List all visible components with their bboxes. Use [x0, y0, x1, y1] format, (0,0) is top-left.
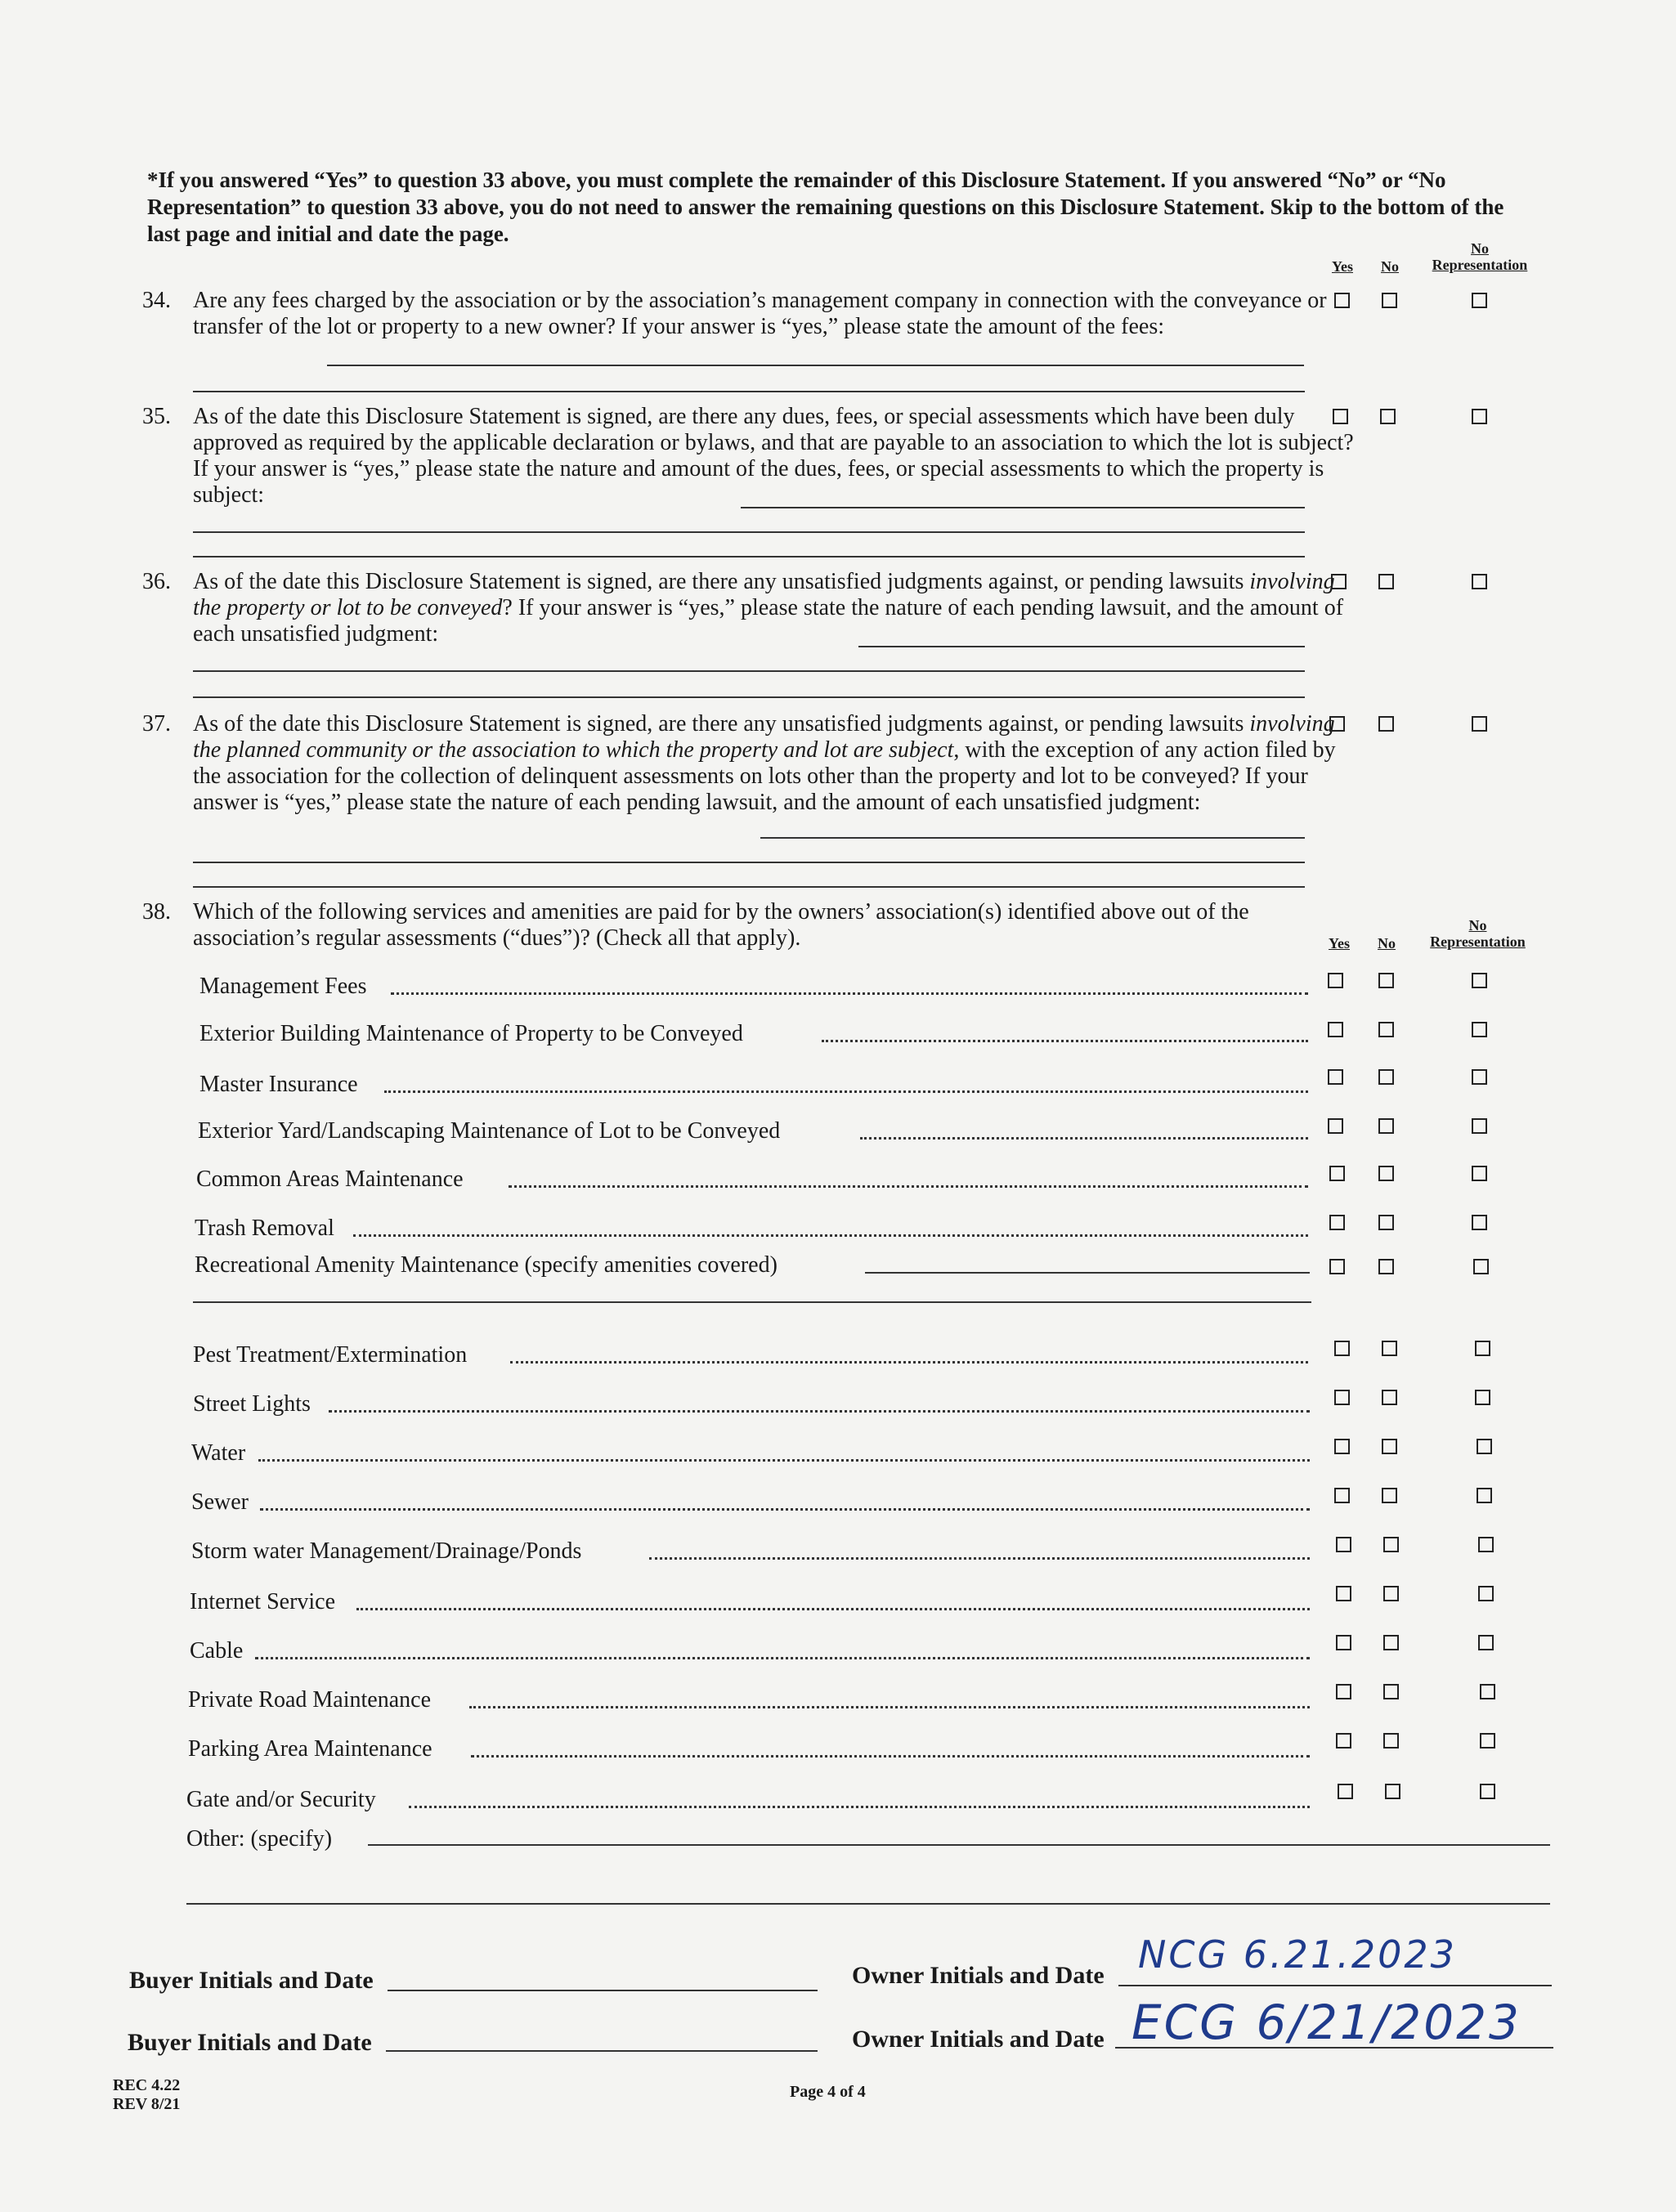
service-no-representation-checkbox[interactable]	[1472, 1022, 1487, 1037]
service-yes-checkbox[interactable]	[1336, 1635, 1351, 1650]
q34-yes-checkbox[interactable]	[1334, 293, 1350, 308]
buyer-initials-label-1: Buyer Initials and Date	[129, 1967, 374, 1994]
service-yes-checkbox[interactable]	[1336, 1684, 1351, 1699]
service-yes-checkbox[interactable]	[1334, 1439, 1350, 1454]
service-yes-checkbox[interactable]	[1328, 1022, 1343, 1037]
q34-no-checkbox[interactable]	[1382, 293, 1397, 308]
service-label: Gate and/or Security	[186, 1787, 376, 1812]
service-yes-checkbox[interactable]	[1329, 1215, 1345, 1230]
service-no-representation-checkbox[interactable]	[1475, 1390, 1490, 1405]
header-yes: Yes	[1332, 258, 1353, 275]
service-label: Management Fees	[199, 974, 367, 999]
service-leader	[649, 1557, 1310, 1560]
service-leader	[469, 1706, 1310, 1708]
service-leader	[822, 1040, 1308, 1042]
service-no-checkbox[interactable]	[1383, 1684, 1399, 1699]
service-leader	[258, 1459, 1310, 1462]
header-no: No	[1381, 258, 1399, 275]
service-label: Exterior Building Maintenance of Property to be Conveyed	[199, 1021, 743, 1046]
service-no-representation-checkbox[interactable]	[1472, 973, 1487, 988]
service-label: Trash Removal	[195, 1216, 334, 1241]
service-no-representation-checkbox[interactable]	[1478, 1635, 1494, 1650]
service-label: Exterior Yard/Landscaping Maintenance of Lot to be Conveyed	[198, 1118, 781, 1144]
form-code: REC 4.22 REV 8/21	[113, 2076, 181, 2113]
buyer-initials-line-2[interactable]	[386, 2050, 818, 2052]
service-label: Master Insurance	[199, 1072, 358, 1097]
q35-no-representation-checkbox[interactable]	[1472, 409, 1487, 424]
service-no-representation-checkbox[interactable]	[1478, 1586, 1494, 1601]
q35-answer-line-1[interactable]	[741, 507, 1305, 508]
amenities-specify-line-1[interactable]	[865, 1272, 1310, 1274]
service-leader	[409, 1806, 1310, 1808]
service-no-checkbox[interactable]	[1385, 1784, 1400, 1799]
disclosure-page-4: *If you answered “Yes” to question 33 above, you must complete the remainder of this Disclosure Statement. If you answered “No” or “No Representation” to question 33 above, you do not need to answer the remaining questions on this Disclosure Statement. Skip to the bottom of the last page and initial and date the page. Yes No No Representation 34. Are any fees charged by the association or by the association’s management company in connection with the conveyance or transfer of the lot or property to a new owner? If your answer is “yes,” please state the amount of the fees: 35. As of the date this Disclosure Statement is signed, are there any dues, fees, or special assessments which have been duly approved as required by the applicable declaration or bylaws, and that are payable to an association to which the lot is subject? If your answer is “yes,” please state the nature and amount of the dues, fees, or special assessments to which the property is subject: 36. As of the date this Disclosure Statement is signed, are there any unsatisfied judgments against, or pending lawsuits involving the property or lot to be conveyed? If your answer is “yes,” please state the nature of each pending lawsuit, and the amount of each unsatisfied judgment: 37. As of the date this Disclosure Statement is signed, are there any unsatisfied judgments against, or pending lawsuits involving the planned community or the association to which the property and lot are subject, with the exception of any action filed by the association for the collection of delinquent assessments on lots other than the property and lot to be conveyed? If your answer is “yes,” please state the nature of each pending lawsuit, and the amount of each unsatisfied judgment: 38. Which of the following services and amenities are paid for by the owners’ association(s) identified above out of the association’s regular assessments (“dues”)? (Check all that apply). Yes No No Representation Management Fees Exterior Building Maintenance of Property to be Conveyed Master Insurance Exterior Yard/Landscaping Maintenance of Lot to be Conveyed Common Areas Maintenance Trash Removal Recreational Amenity Maintenance (specify amenities covered) Pest Treatment/Extermination Street Lights Water Sewer Storm water Management/Drainage/Ponds Internet Service Cable Private Road Maintenance Parking Area Maintenance Gate and/or Security Other: (specify) Buyer Initials and Date Buyer Initials and Date Owner Initials and Date NCG 6.21.2023 Owner Initials and Date ECG 6/21/2023 REC 4.22 REV 8/21 Page 4 of 4	[0, 0, 1676, 2212]
header-no-representation: No Representation	[1432, 240, 1528, 273]
q36-answer-line-1[interactable]	[858, 646, 1305, 647]
service-leader	[860, 1137, 1308, 1140]
service-no-representation-checkbox[interactable]	[1480, 1784, 1495, 1799]
other-specify-line-1[interactable]	[368, 1844, 1550, 1846]
service-leader	[510, 1361, 1308, 1363]
service-leader	[384, 1090, 1308, 1093]
page-number: Page 4 of 4	[790, 2083, 866, 2101]
q38-header-no: No	[1378, 935, 1396, 952]
service-no-representation-checkbox[interactable]	[1473, 1259, 1489, 1274]
q34-answer-line-1[interactable]	[327, 365, 1304, 366]
service-label-other: Other: (specify)	[186, 1826, 333, 1852]
service-yes-checkbox[interactable]	[1334, 1341, 1350, 1356]
q37-answer-line-2[interactable]	[193, 862, 1305, 863]
service-leader	[353, 1234, 1308, 1237]
service-no-checkbox[interactable]	[1382, 1341, 1397, 1356]
service-leader	[391, 992, 1308, 995]
service-leader	[471, 1755, 1310, 1758]
service-no-checkbox[interactable]	[1378, 1022, 1394, 1037]
service-no-checkbox[interactable]	[1378, 1069, 1394, 1085]
buyer-initials-line-1[interactable]	[388, 1990, 818, 1991]
service-no-representation-checkbox[interactable]	[1480, 1733, 1495, 1749]
service-yes-checkbox[interactable]	[1329, 1259, 1345, 1274]
q34-no-representation-checkbox[interactable]	[1472, 293, 1487, 308]
service-no-representation-checkbox[interactable]	[1478, 1537, 1494, 1552]
service-label: Parking Area Maintenance	[188, 1736, 432, 1762]
q35-answer-line-3[interactable]	[193, 556, 1305, 557]
service-leader	[260, 1508, 1310, 1511]
q36-yes-checkbox[interactable]	[1331, 574, 1347, 589]
service-no-representation-checkbox[interactable]	[1472, 1069, 1487, 1085]
service-no-checkbox[interactable]	[1383, 1733, 1399, 1749]
q37-no-representation-checkbox[interactable]	[1472, 716, 1487, 732]
service-no-checkbox[interactable]	[1382, 1488, 1397, 1503]
service-no-checkbox[interactable]	[1378, 1259, 1394, 1274]
service-no-checkbox[interactable]	[1378, 1118, 1394, 1134]
q37-answer-line-1[interactable]	[760, 837, 1305, 839]
service-yes-checkbox[interactable]	[1328, 973, 1343, 988]
service-no-representation-checkbox[interactable]	[1480, 1684, 1495, 1699]
service-leader	[356, 1608, 1310, 1610]
service-no-checkbox[interactable]	[1383, 1635, 1399, 1650]
amenities-specify-line-2[interactable]	[193, 1301, 1311, 1303]
buyer-initials-label-2: Buyer Initials and Date	[128, 2029, 372, 2056]
q35-answer-line-2[interactable]	[193, 531, 1305, 533]
service-yes-checkbox[interactable]	[1328, 1118, 1343, 1134]
service-no-checkbox[interactable]	[1383, 1586, 1399, 1601]
service-leader	[509, 1185, 1308, 1188]
service-yes-checkbox[interactable]	[1338, 1784, 1353, 1799]
service-yes-checkbox[interactable]	[1329, 1166, 1345, 1181]
service-label: Storm water Management/Drainage/Ponds	[191, 1538, 582, 1564]
service-label: Recreational Amenity Maintenance (specify amenities covered)	[195, 1252, 778, 1278]
service-yes-checkbox[interactable]	[1334, 1488, 1350, 1503]
q38-header-no-representation: No Representation	[1430, 917, 1526, 950]
q34-answer-line-2[interactable]	[193, 391, 1305, 392]
q36-no-representation-checkbox[interactable]	[1472, 574, 1487, 589]
service-yes-checkbox[interactable]	[1336, 1586, 1351, 1601]
service-no-checkbox[interactable]	[1378, 973, 1394, 988]
other-specify-line-2[interactable]	[186, 1903, 1550, 1905]
q36-answer-line-3[interactable]	[193, 696, 1305, 698]
service-leader	[255, 1657, 1310, 1659]
service-label: Cable	[190, 1638, 244, 1663]
service-label: Internet Service	[190, 1589, 336, 1614]
service-no-representation-checkbox[interactable]	[1472, 1215, 1487, 1230]
q38-header-yes: Yes	[1329, 935, 1350, 952]
service-yes-checkbox[interactable]	[1334, 1390, 1350, 1405]
q35-yes-checkbox[interactable]	[1333, 409, 1348, 424]
service-no-checkbox[interactable]	[1382, 1390, 1397, 1405]
service-label: Sewer	[191, 1489, 249, 1515]
service-no-representation-checkbox[interactable]	[1472, 1118, 1487, 1134]
service-no-checkbox[interactable]	[1382, 1439, 1397, 1454]
service-yes-checkbox[interactable]	[1336, 1537, 1351, 1552]
service-no-representation-checkbox[interactable]	[1477, 1488, 1492, 1503]
owner-initials-signature-1: NCG 6.21.2023	[1138, 1932, 1457, 1977]
service-leader	[329, 1410, 1310, 1413]
service-label: Pest Treatment/Extermination	[193, 1342, 468, 1368]
service-no-representation-checkbox[interactable]	[1472, 1166, 1487, 1181]
owner-initials-signature-2: ECG 6/21/2023	[1132, 1995, 1521, 2050]
service-yes-checkbox[interactable]	[1328, 1069, 1343, 1085]
service-label: Private Road Maintenance	[188, 1687, 432, 1713]
q35-no-checkbox[interactable]	[1380, 409, 1396, 424]
owner-initials-line-1[interactable]	[1118, 1985, 1552, 1986]
service-no-checkbox[interactable]	[1378, 1215, 1394, 1230]
service-no-checkbox[interactable]	[1383, 1537, 1399, 1552]
owner-initials-label-2: Owner Initials and Date	[852, 2026, 1105, 2053]
service-label: Common Areas Maintenance	[196, 1166, 464, 1192]
service-no-checkbox[interactable]	[1378, 1166, 1394, 1181]
q37-no-checkbox[interactable]	[1378, 716, 1394, 732]
q37-answer-line-3[interactable]	[193, 886, 1305, 888]
q36-answer-line-2[interactable]	[193, 670, 1305, 672]
service-label: Street Lights	[193, 1391, 311, 1417]
owner-initials-label-1: Owner Initials and Date	[852, 1962, 1105, 1989]
q36-no-checkbox[interactable]	[1378, 574, 1394, 589]
service-no-representation-checkbox[interactable]	[1475, 1341, 1490, 1356]
service-no-representation-checkbox[interactable]	[1477, 1439, 1492, 1454]
service-label: Water	[191, 1440, 246, 1466]
service-yes-checkbox[interactable]	[1336, 1733, 1351, 1749]
intro-instructions: *If you answered “Yes” to question 33 above, you must complete the remainder of this Disclosure Statement. If you answered “No” or “No Representation” to question 33 above, you do not need to answer the remaining questions on this Disclosure Statement. Skip to the bottom of the last page and initial and date the page.	[147, 168, 1504, 246]
q37-yes-checkbox[interactable]	[1329, 716, 1345, 732]
